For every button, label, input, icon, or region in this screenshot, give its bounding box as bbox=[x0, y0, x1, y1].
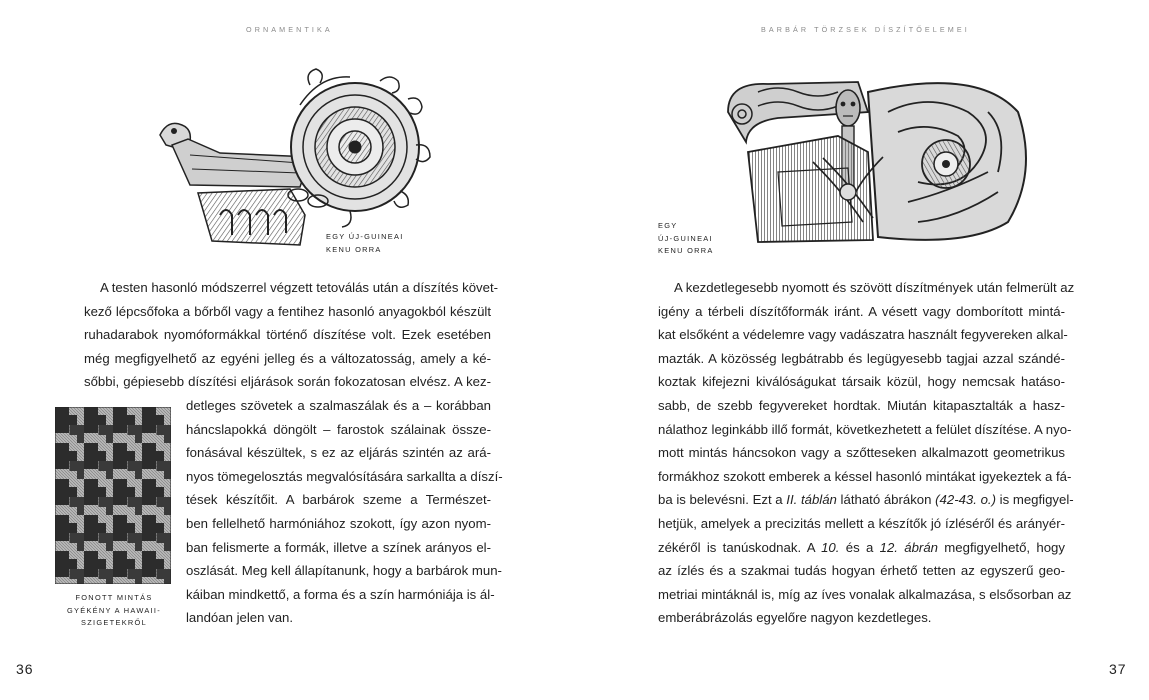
text-line bbox=[658, 418, 1072, 442]
text-line bbox=[658, 441, 1065, 465]
text-line bbox=[658, 300, 1065, 324]
text-segment: megfigyelhető, hogy bbox=[938, 539, 1065, 555]
text-segment: formákhoz szokott emberek a késsel hasonló mintákat igyekeztek a fá- bbox=[658, 468, 1072, 484]
text-line bbox=[658, 370, 1065, 394]
text-line bbox=[658, 465, 1072, 489]
text-line: háncslapokká döngölt – farostok szálainak össze- bbox=[186, 421, 491, 437]
text-segment: is megfigyel- bbox=[995, 492, 1074, 508]
text-line: még megfigyelhető az egyéni jelleg és a változatosság, amely a ké- bbox=[84, 350, 491, 366]
text-line bbox=[658, 276, 1075, 300]
text-line: fonásával készültek, s ez az eljárás szintén az ará- bbox=[186, 445, 491, 461]
text-line bbox=[658, 512, 1065, 536]
caption-line: GYÉKÉNY A HAWAII- bbox=[66, 605, 162, 615]
italic-reference: 12. ábrán bbox=[879, 539, 938, 555]
text-line: ben fellelhető harmóniához szokott, így azon nyom- bbox=[186, 515, 491, 531]
caption-line: EGY bbox=[658, 221, 678, 230]
text-line: oszlását. Meg kell állapítanunk, hogy a barbárok mun- bbox=[186, 563, 502, 579]
left-paragraph-narrow bbox=[186, 394, 503, 630]
text-line bbox=[658, 536, 1065, 560]
text-segment: zékéről is tanúskodnak. A bbox=[658, 539, 822, 555]
text-segment: nálathoz leginkább illő formát, következhetett a felület díszítése. A nyo- bbox=[658, 421, 1072, 437]
left-page bbox=[0, 0, 574, 700]
text-line: ruhadarabok nyomóformákkal történő díszítése volt. Ezek esetében bbox=[84, 327, 491, 343]
mat-caption bbox=[59, 592, 169, 630]
italic-reference: 10. bbox=[821, 539, 840, 555]
right-paragraph bbox=[658, 276, 1075, 630]
text-segment: hetjük, amelyek a precizitás mellett a készítők jó ízléséről és arányér- bbox=[658, 515, 1065, 531]
text-segment: emberábrázolás egyelőre nagyon kezdetleges. bbox=[658, 610, 932, 626]
page-number-right: 37 bbox=[1109, 661, 1127, 677]
text-line: nyos tömegelosztás megvalósítására sarkallta a díszí- bbox=[186, 468, 503, 484]
text-segment: igény a térbeli díszítőformák iránt. A vésett vagy domborított mintá- bbox=[658, 303, 1065, 319]
text-line bbox=[658, 394, 1065, 418]
caption-line: FONOTT MINTÁS bbox=[75, 593, 153, 602]
text-line bbox=[658, 488, 1074, 512]
text-line bbox=[658, 583, 1072, 607]
italic-reference: (42-43. o.) bbox=[935, 492, 996, 508]
text-segment: látható ábrákon bbox=[836, 492, 936, 508]
running-head-right: BARBÁR TÖRZSEK DÍSZÍTŐELEMEI bbox=[761, 25, 970, 34]
text-line: sőbbi, gépiesebb díszítési eljárások során fokozatosan elvész. A kez- bbox=[84, 374, 491, 390]
text-line: káiban mindkettő, a forma és a szín harmóniája is ál- bbox=[186, 586, 495, 602]
text-line: tések készítőit. A barbárok szeme a Természet- bbox=[186, 492, 491, 508]
text-line: detleges szövetek a szalmaszálak és a – korábban bbox=[186, 398, 491, 413]
left-paragraph-full bbox=[84, 276, 499, 394]
text-segment: mott mintás háncsokon vagy a szőtteseken alkalmazott geometrikus bbox=[658, 445, 1065, 461]
text-segment: metriai mintáknál is, míg az íves vonalak alkalmazása, s elsősorban az bbox=[658, 586, 1072, 602]
text-line: landóan jelen van. bbox=[186, 610, 294, 626]
caption-line: KENU ORRA bbox=[658, 246, 714, 255]
text-segment: koztak kifejezni kiválóságukat társaik közül, hogy nemcsak hatáso- bbox=[658, 374, 1065, 390]
text-line bbox=[658, 559, 1065, 583]
running-head-left: ORNAMENTIKA bbox=[246, 25, 333, 34]
text-line: kező lépcsőfoka a bőrből vagy a fentihez hasonló anyagokból készült bbox=[84, 303, 491, 319]
carved-figure-prow-icon bbox=[718, 72, 1030, 250]
canoe-caption-left bbox=[326, 231, 404, 256]
text-line bbox=[658, 347, 1065, 371]
canoe-prow-illustration-right bbox=[718, 72, 1030, 250]
carved-canoe-prow-icon bbox=[150, 65, 450, 250]
caption-line: EGY ÚJ-GUINEAI bbox=[326, 232, 404, 241]
woven-mat-illustration bbox=[55, 407, 171, 584]
caption-line: KENU ORRA bbox=[326, 244, 382, 254]
text-segment: sabb, de szebb fegyvereket hordtak. Miután kitapasztalták a hasz- bbox=[658, 397, 1065, 413]
caption-line: SZIGETEKRŐL bbox=[80, 618, 148, 627]
page-number-left: 36 bbox=[16, 661, 34, 677]
text-line bbox=[658, 323, 1068, 347]
text-segment: kat elsőként a védelemre vagy vadászatra használt fegyvereken alkal- bbox=[658, 327, 1068, 343]
canoe-prow-illustration-left bbox=[150, 65, 450, 250]
text-segment: az ízlés és a szakmai tudás hogyan érhető tetten az egyszerű geo- bbox=[658, 563, 1065, 579]
text-line: ban felismerte a formák, illetve a színek arányos el- bbox=[186, 539, 491, 555]
woven-mat-icon bbox=[55, 407, 171, 584]
text-segment: A kezdetlegesebb nyomott és szövött díszítmények után felmerült az bbox=[674, 280, 1075, 295]
canoe-caption-right bbox=[658, 220, 714, 258]
text-segment: mazták. A közösség legbátrabb és legügyesebb tagjai azzal szándé- bbox=[658, 350, 1065, 366]
right-page bbox=[575, 0, 1149, 700]
text-line bbox=[658, 606, 1065, 630]
text-line: A testen hasonló módszerrel végzett tetoválás után a díszítés követ- bbox=[100, 280, 499, 295]
italic-reference: II. táblán bbox=[786, 492, 837, 508]
text-segment: és a bbox=[839, 539, 880, 555]
caption-line: ÚJ-GUINEAI bbox=[658, 233, 713, 243]
text-segment: ba is belevésni. Ezt a bbox=[658, 492, 787, 508]
